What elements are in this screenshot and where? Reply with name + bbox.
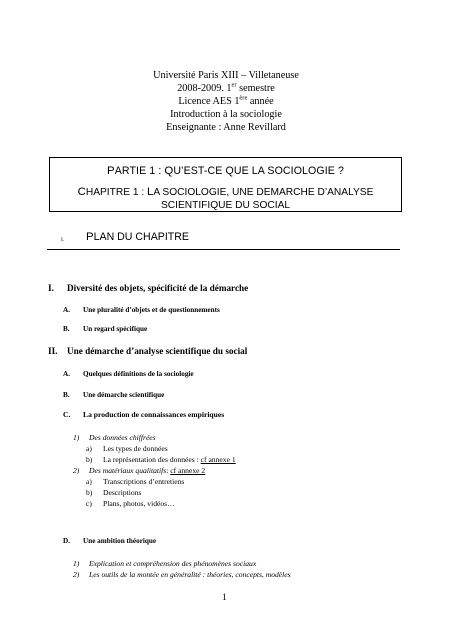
subsection-title: Une pluralité d’objets et de questionnements: [83, 306, 220, 314]
superscript: ère: [239, 94, 248, 102]
item-number: 2): [73, 570, 80, 579]
section-2-heading: [48, 346, 247, 356]
section-title: Une démarche d’analyse scientifique du social: [67, 346, 248, 356]
item-donnees-chiffrees: [73, 433, 156, 442]
item-text: Transcriptions d’entretiens: [103, 477, 185, 486]
licence-text: Licence AES 1: [178, 96, 240, 108]
subsection-letter: D.: [63, 537, 70, 545]
subsection-2b: [63, 391, 164, 399]
subsection-title: La production de connaissances empiriques: [83, 410, 225, 419]
licence-line: [0, 95, 452, 108]
annexe-1-link[interactable]: cf annexe 1: [200, 455, 236, 464]
subsection-title: Quelques définitions de la sociologie: [83, 370, 194, 378]
annexe-2-link[interactable]: cf annexe 2: [170, 466, 206, 475]
subsection-2c: [63, 410, 224, 419]
subsection-title: Une démarche scientifique: [83, 391, 165, 399]
chapter-title-box: [49, 157, 402, 212]
year-semester-line: [0, 82, 452, 95]
plan-number: I.: [61, 237, 65, 243]
section-1-heading: [48, 283, 248, 293]
item-descriptions: [86, 488, 141, 497]
item-text: Des matériaux qualitatifs: [89, 466, 167, 475]
subsection-title: Un regard spécifique: [83, 325, 148, 333]
item-letter: a): [86, 444, 92, 453]
item-text: Des données chiffrées: [89, 433, 156, 442]
item-letter: c): [86, 499, 92, 508]
item-explication: [73, 559, 256, 568]
semester-text: semestre: [236, 83, 275, 95]
year-text: 2008-2009. 1: [177, 83, 232, 95]
subsection-2a: [63, 370, 194, 378]
teacher-line: Enseignante : Anne Revillard: [166, 122, 286, 134]
item-letter: a): [86, 477, 92, 486]
subsection-1a: [63, 306, 220, 314]
item-letter: b): [86, 488, 93, 497]
partie-text: PARTIE 1 : QU’EST-CE QUE LA SOCIOLOGIE ?: [107, 165, 344, 177]
document-header: [0, 69, 452, 134]
subsection-letter: B.: [63, 325, 70, 333]
item-types-donnees: [86, 444, 168, 453]
item-materiaux-qualitatifs: [73, 466, 205, 475]
subsection-2d: [63, 537, 156, 545]
subsection-letter: A.: [63, 370, 70, 378]
section-number: II.: [48, 346, 58, 356]
chapitre-line-1: CHAPITRE 1 : LA SOCIOLOGIE, UNE DEMARCHE D’ANALYSE: [77, 186, 374, 198]
item-text: Explication et compréhension des phénomènes sociaux: [89, 559, 257, 568]
page-number: 1: [222, 592, 227, 602]
subsection-1b: [63, 325, 147, 333]
subsection-letter: A.: [63, 306, 70, 314]
item-transcriptions: [86, 477, 184, 486]
item-text: Descriptions: [103, 488, 142, 497]
item-representation-donnees: [86, 455, 236, 464]
item-number: 1): [73, 433, 80, 442]
item-text: La représentation des données :: [103, 455, 201, 464]
course-line: Introduction à la sociologie: [170, 109, 282, 121]
item-separator: :: [166, 466, 171, 475]
partie-title: [50, 165, 401, 177]
subsection-letter: C.: [63, 410, 71, 419]
section-number: I.: [48, 283, 54, 293]
item-plans-photos: [86, 499, 175, 508]
item-outils-generalite: [73, 570, 291, 579]
item-text: Les types de données: [103, 444, 168, 453]
plan-underline: [47, 249, 400, 250]
item-letter: b): [86, 455, 93, 464]
item-number: 2): [73, 466, 80, 475]
chapitre-line-2: SCIENTIFIQUE DU SOCIAL: [160, 200, 291, 212]
annee-text: année: [247, 96, 274, 108]
subsection-letter: B.: [63, 391, 70, 399]
superscript: er: [231, 81, 237, 89]
item-text: Plans, photos, vidéos…: [103, 499, 175, 508]
chapitre-title: [50, 186, 401, 213]
section-title: Diversité des objets, spécificité de la démarche: [67, 283, 249, 293]
item-number: 1): [73, 559, 80, 568]
plan-title: PLAN DU CHAPITRE: [86, 231, 189, 243]
item-text: Les outils de la montée en généralité : théories, concepts, modèles: [89, 570, 291, 579]
subsection-title: Une ambition théorique: [83, 537, 157, 545]
university-line: Université Paris XIII – Villetaneuse: [153, 70, 299, 81]
